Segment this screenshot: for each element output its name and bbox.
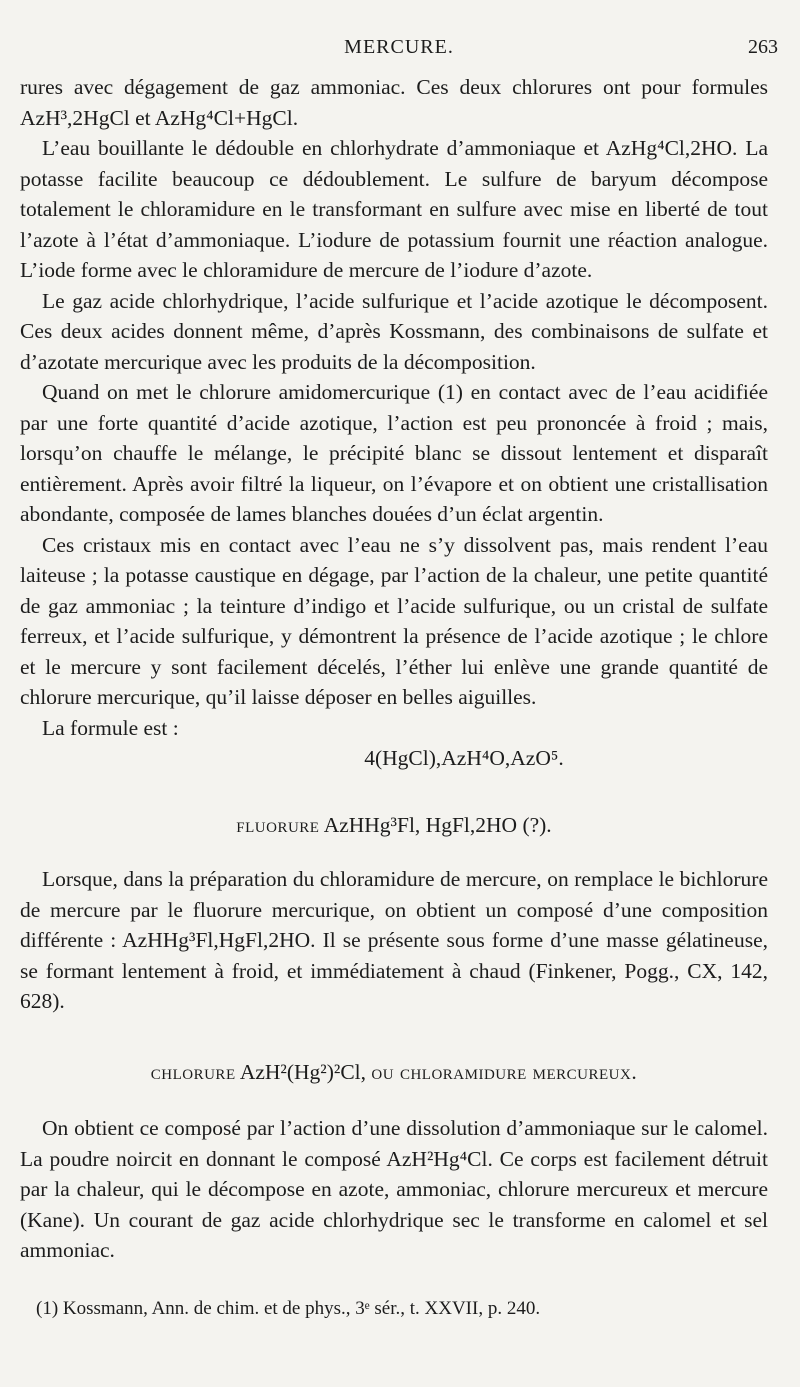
footnote: (1) Kossmann, Ann. de chim. et de phys., 3ᵉ sér., t. XXVII, p. 240. bbox=[36, 1298, 541, 1319]
page-number: 263 bbox=[748, 36, 778, 58]
paragraph-continuation: rures avec dégagement de gaz ammoniac. Ces deux chlorures ont pour formules AzH³,2HgCl et AzHg⁴Cl+HgCl. bbox=[20, 75, 768, 130]
running-title: MERCURE. bbox=[344, 36, 454, 58]
paragraph-crystals: Ces cristaux mis en contact avec l’eau ne s’y dissolvent pas, mais rendent l’eau laiteuse ; la potasse caustique en dégage, par l’action de la chaleur, une petite quantité de gaz ammoniac ; la teinture d’indigo et l’acide sulfurique, ou un cristal de sulfate ferreux, et l’acide sulfurique, y démontrent la présence de l’acide azotique ; le chlore et le mercure y sont facilement décelés, l’éther lui enlève une grande quantité de chlorure mercurique, qu’il laisse déposer en belles aiguilles. bbox=[20, 532, 768, 709]
paragraph-fluorure: Lorsque, dans la préparation du chloramidure de mercure, on remplace le bichlorure de mercure par le fluorure mercurique, on obtient un composé d’une composition différente : AzHHg³Fl,HgFl,2HO. Il se présente sous forme d’une masse gélatineuse, se formant lentement à froid, et immédiatement à chaud (Finkener, Pogg., CX, 142, 628). bbox=[20, 867, 768, 1013]
heading-tail: ou chloramidure mercureux. bbox=[371, 1059, 638, 1084]
formula: 4(HgCl),AzH⁴O,AzO⁵. bbox=[364, 746, 564, 770]
page-body bbox=[20, 72, 768, 1266]
paragraph-boiling-water: L’eau bouillante le dédouble en chlorhydrate d’ammoniaque et AzHg⁴Cl,2HO. La potasse facilite beaucoup ce dédoublement. Le sulfure de baryum décompose totalement le chloramidure en le transformant en sulfure avec mise en liberté de tout l’azote à l’état d’ammoniaque. L’iodure de potassium fournit une réaction analogue. L’iode forme avec le chloramidure de mercure de l’iodure d’azote. bbox=[20, 136, 768, 282]
heading-formula: AzHHg³Fl, HgFl,2HO (?). bbox=[323, 812, 552, 837]
section-heading-fluorure bbox=[20, 810, 768, 841]
heading-formula: AzH²(Hg²)²Cl, bbox=[239, 1059, 367, 1084]
formula-label: La formule est : bbox=[42, 715, 179, 740]
paragraph-chlorure: On obtient ce composé par l’action d’une dissolution d’ammoniaque sur le calomel. La poudre noircit en donnant le composé AzH²Hg⁴Cl. Ce corps est facilement détruit par la chaleur, qui le décompose en azote, ammoniac, chlorure mercureux et mercure (Kane). Un courant de gaz acide chlorhydrique sec le transforme en calomel et sel ammoniac. bbox=[20, 1116, 768, 1262]
heading-word: fluorure bbox=[236, 812, 320, 837]
paragraph-acids: Le gaz acide chlorhydrique, l’acide sulfurique et l’acide azotique le décomposent. Ces deux acides donnent même, d’après Kossmann, des combinaisons de sulfate et d’azotate mercurique avec les produits de la décomposition. bbox=[20, 288, 768, 374]
section-heading-chlorure bbox=[20, 1057, 768, 1088]
page-header bbox=[20, 36, 778, 64]
paragraph-amidomercuric: Quand on met le chlorure amidomercurique (1) en contact avec de l’eau acidifiée par une forte quantité d’acide azotique, l’action est peu prononcée à froid ; mais, lorsqu’on chauffe le mélange, le précipité blanc se dissout lentement et disparaît entièrement. Après avoir filtré la liqueur, on l’évapore et on obtient une cristallisation abondante, composée de lames blanches douées d’un éclat argentin. bbox=[20, 380, 768, 526]
heading-word: chlorure bbox=[150, 1059, 236, 1084]
